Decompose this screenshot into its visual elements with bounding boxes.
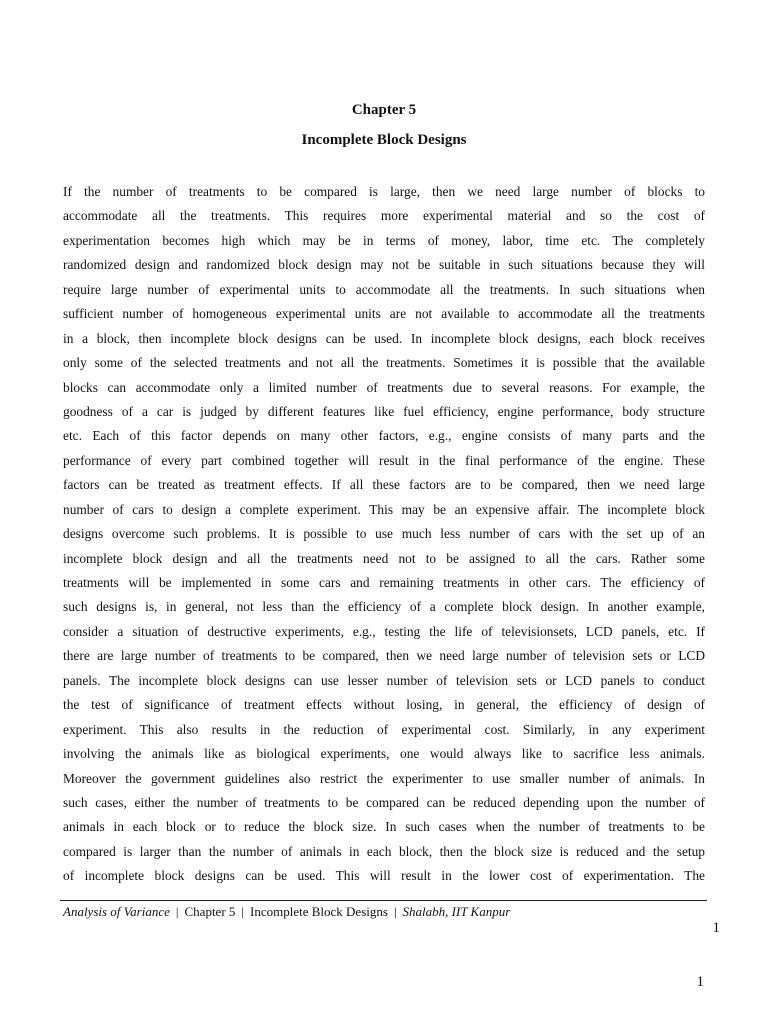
- footer-author: Shalabh, IIT Kanpur: [402, 904, 511, 919]
- footer-page-number: 1: [712, 920, 720, 936]
- body-line: accommodate all the treatments. This requires more experimental material and so the cost of: [63, 208, 705, 224]
- body-line: animals in each block or to reduce the block size. In such cases when the number of treatments to be: [63, 819, 705, 835]
- page-number: 1: [696, 974, 704, 990]
- footer-course: Analysis of Variance: [63, 904, 170, 919]
- body-line: involving the animals like as biological experiments, one would always like to sacrifice less animals.: [63, 746, 705, 762]
- body-line: etc. Each of this factor depends on many other factors, e.g., engine consists of many parts and the: [63, 428, 705, 444]
- body-line: factors can be treated as treatment effects. If all these factors are to be compared, then we need large: [63, 477, 705, 493]
- footer-separator: |: [175, 904, 179, 919]
- body-line: panels. The incomplete block designs can use lesser number of television sets or LCD panels to conduct: [63, 672, 705, 688]
- body-line: sufficient number of homogeneous experimental units are not available to accommodate all the treatments: [63, 306, 705, 322]
- body-line: such designs is, in general, not less than the efficiency of a complete block design. In another example,: [63, 599, 705, 615]
- running-footer: [63, 904, 510, 920]
- body-line: experimentation becomes high which may be in terms of money, labor, time etc. The completely: [63, 232, 705, 248]
- footer-rule: [60, 900, 707, 901]
- body-line: Moreover the government guidelines also restrict the experimenter to use smaller number of animals. In: [63, 770, 705, 786]
- body-line: the test of significance of treatment effects without losing, in general, the efficiency of design of: [63, 697, 705, 713]
- body-line: compared is larger than the number of animals in each block, then the block size is reduced and the setup: [63, 843, 705, 859]
- body-line: such cases, either the number of treatments to be compared can be reduced depending upon the number of: [63, 794, 705, 810]
- body-line: blocks can accommodate only a limited number of treatments due to several reasons. For example, the: [63, 379, 705, 395]
- body-text: [63, 180, 705, 889]
- body-line: consider a situation of destructive experiments, e.g., testing the life of televisionsets, LCD panels, etc. If: [63, 623, 705, 639]
- chapter-title: Incomplete Block Designs: [301, 132, 467, 148]
- body-line: require large number of experimental units to accommodate all the treatments. In such situations when: [63, 281, 705, 297]
- body-line: experiment. This also results in the reduction of experimental cost. Similarly, in any experiment: [63, 721, 705, 737]
- footer-topic: Incomplete Block Designs: [250, 904, 388, 919]
- chapter-number: Chapter 5: [351, 102, 417, 118]
- body-line: there are large number of treatments to be compared, then we need large number of television sets or LCD: [63, 648, 705, 664]
- body-line: designs overcome such problems. It is possible to use much less number of cars with the set up of an: [63, 526, 705, 542]
- body-line: randomized design and randomized block design may not be suitable in such situations because they will: [63, 257, 705, 273]
- body-line: of incomplete block designs can be used. This will result in the lower cost of experimentation. The: [63, 868, 705, 884]
- footer-separator: |: [393, 904, 397, 919]
- body-line: incomplete block design and all the treatments need not to be assigned to all the cars. Rather some: [63, 550, 705, 566]
- body-line: only some of the selected treatments and not all the treatments. Sometimes it is possible that the available: [63, 355, 705, 371]
- body-line: in a block, then incomplete block designs can be used. In incomplete block designs, each block receives: [63, 330, 705, 346]
- footer-chapter: Chapter 5: [184, 904, 236, 919]
- body-line: treatments will be implemented in some cars and remaining treatments in other cars. The efficiency of: [63, 575, 705, 590]
- body-line: performance of every part combined together will result in the final performance of the engine. These: [63, 452, 705, 468]
- footer-separator: |: [241, 904, 245, 919]
- body-line: goodness of a car is judged by different features like fuel efficiency, engine performance, body structure: [63, 403, 705, 419]
- body-line: number of cars to design a complete experiment. This may be an expensive affair. The incomplete block: [63, 501, 705, 517]
- body-line: If the number of treatments to be compared is large, then we need large number of blocks to: [63, 184, 705, 199]
